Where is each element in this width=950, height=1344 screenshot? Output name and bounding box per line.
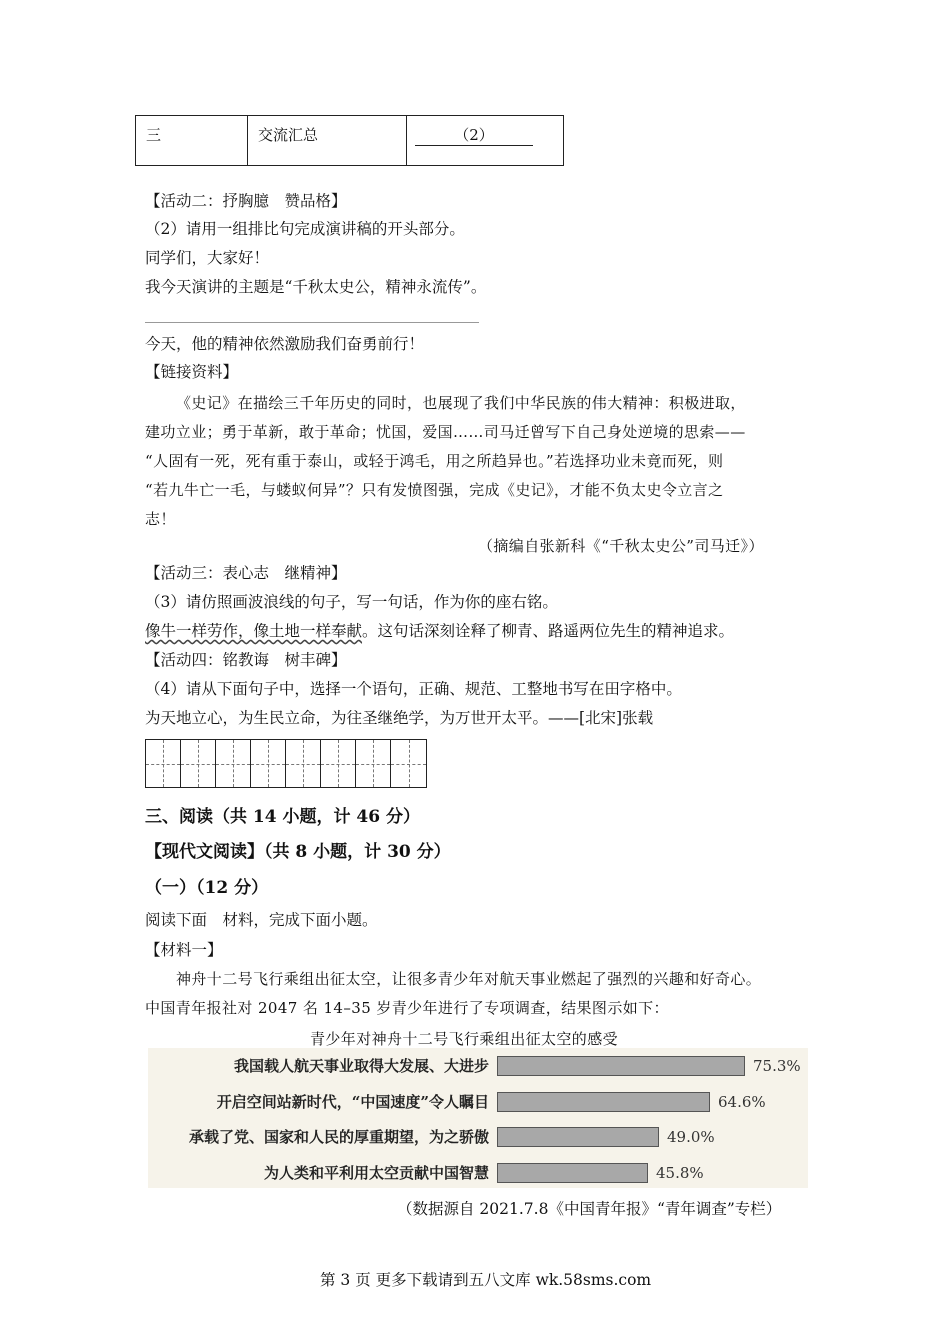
table-row bbox=[136, 116, 564, 166]
motto-example bbox=[145, 621, 734, 641]
question-2: （2）请用一组排比句完成演讲稿的开头部分。 bbox=[145, 220, 465, 238]
motto-rest: 。这句话深刻诠释了柳青、路遥两位先生的精神追求。 bbox=[362, 622, 735, 640]
speech-greeting: 同学们，大家好！ bbox=[145, 249, 270, 267]
section-heading-modern: 【现代文阅读】（共 8 小题，计 30 分） bbox=[145, 842, 451, 862]
table-cell-blank bbox=[407, 116, 564, 166]
bar bbox=[497, 1163, 648, 1183]
tianzi-cell[interactable] bbox=[146, 740, 181, 787]
section-heading-reading: 三、阅读（共 14 小题，计 46 分） bbox=[145, 807, 420, 827]
activity-table bbox=[135, 115, 564, 166]
activity3-title: 【活动三：表心志 继精神】 bbox=[145, 564, 347, 582]
table-cell-step: 三 bbox=[136, 116, 248, 166]
tianzi-cell[interactable] bbox=[286, 740, 321, 787]
material-1-line-1: 神舟十二号飞行乘组出征太空，让很多青少年对航天事业燃起了强烈的兴趣和好奇心。 bbox=[176, 970, 762, 988]
page-footer: 第 3 页 更多下载请到五八文库 wk.58sms.com bbox=[320, 1271, 652, 1289]
question-3: （3）请仿照画波浪线的句子，写一句话，作为你的座右铭。 bbox=[145, 593, 558, 611]
tianzi-cell[interactable] bbox=[216, 740, 251, 787]
activity2-title: 【活动二：抒胸臆 赞品格】 bbox=[145, 192, 347, 210]
link-line-3: “人固有一死，死有重于泰山，或轻于鸿毛，用之所趋异也。”若选择功业未竟而死，则 bbox=[145, 452, 724, 470]
bar-category-label: 开启空间站新时代，“中国速度”令人瞩目 bbox=[216, 1093, 489, 1111]
link-line-5: 志！ bbox=[145, 510, 176, 528]
link-source: （摘编自张新科《“千秋太史公”司马迁》） bbox=[478, 537, 764, 555]
activity4-title: 【活动四：铭教诲 树丰碑】 bbox=[145, 651, 347, 669]
speech-closing: 今天，他的精神依然激励我们奋勇前行！ bbox=[145, 335, 425, 353]
tianzi-grid[interactable] bbox=[145, 739, 427, 788]
bar-value-label: 49.0% bbox=[667, 1128, 715, 1146]
bar-value-label: 64.6% bbox=[718, 1093, 766, 1111]
bar bbox=[497, 1127, 659, 1147]
bar-value-label: 45.8% bbox=[656, 1164, 704, 1182]
reading-instruction: 阅读下面 材料，完成下面小题。 bbox=[145, 911, 378, 929]
zhangzai-quote: 为天地立心，为生民立命，为往圣继绝学，为万世开太平。——[北宋]张载 bbox=[145, 709, 654, 727]
tianzi-cell[interactable] bbox=[251, 740, 286, 787]
tianzi-cell[interactable] bbox=[356, 740, 391, 787]
tianzi-cell[interactable] bbox=[321, 740, 356, 787]
bar-value-label: 75.3% bbox=[753, 1057, 801, 1075]
chart-source: （数据源自 2021.7.8《中国青年报》“青年调查”专栏） bbox=[397, 1200, 782, 1218]
answer-line[interactable] bbox=[145, 322, 479, 323]
material-1-title: 【材料一】 bbox=[145, 941, 223, 959]
tianzi-cell[interactable] bbox=[181, 740, 216, 787]
question-4: （4）请从下面句子中，选择一个语句，正确、规范、工整地书写在田字格中。 bbox=[145, 680, 682, 698]
bar-category-label: 为人类和平利用太空贡献中国智慧 bbox=[263, 1164, 489, 1182]
speech-theme: 我今天演讲的主题是“千秋太史公，精神永流传”。 bbox=[145, 278, 487, 296]
bar bbox=[497, 1056, 745, 1076]
bar-category-label: 承载了党、国家和人民的厚重期望，为之骄傲 bbox=[188, 1128, 489, 1146]
answer-blank-2[interactable]: （2） bbox=[415, 124, 533, 146]
link-title: 【链接资料】 bbox=[145, 363, 239, 381]
link-line-1: 《史记》在描绘三千年历史的同时，也展现了我们中华民族的伟大精神：积极进取， bbox=[176, 394, 746, 412]
section-heading-part1: （一）（12 分） bbox=[145, 878, 269, 898]
chart-title: 青少年对神舟十二号飞行乘组出征太空的感受 bbox=[310, 1030, 619, 1048]
table-cell-name: 交流汇总 bbox=[248, 116, 407, 166]
link-line-4: “若九牛亡一毛，与蝼蚁何异”？只有发愤图强，完成《史记》，才能不负太史令立言之 bbox=[145, 481, 724, 499]
wavy-underlined-sentence: 像牛一样劳作，像土地一样奉献 bbox=[145, 622, 363, 640]
bar-category-label: 我国载人航天事业取得大发展、大进步 bbox=[233, 1057, 489, 1075]
link-line-2: 建功立业；勇于革新，敢于革命；忧国，爱国……司马迁曾写下自己身处逆境的思索—— bbox=[145, 423, 746, 441]
bar bbox=[497, 1092, 710, 1112]
material-1-line-2: 中国青年报社对 2047 名 14–35 岁青少年进行了专项调查，结果图示如下： bbox=[145, 999, 669, 1017]
tianzi-cell[interactable] bbox=[391, 740, 426, 787]
